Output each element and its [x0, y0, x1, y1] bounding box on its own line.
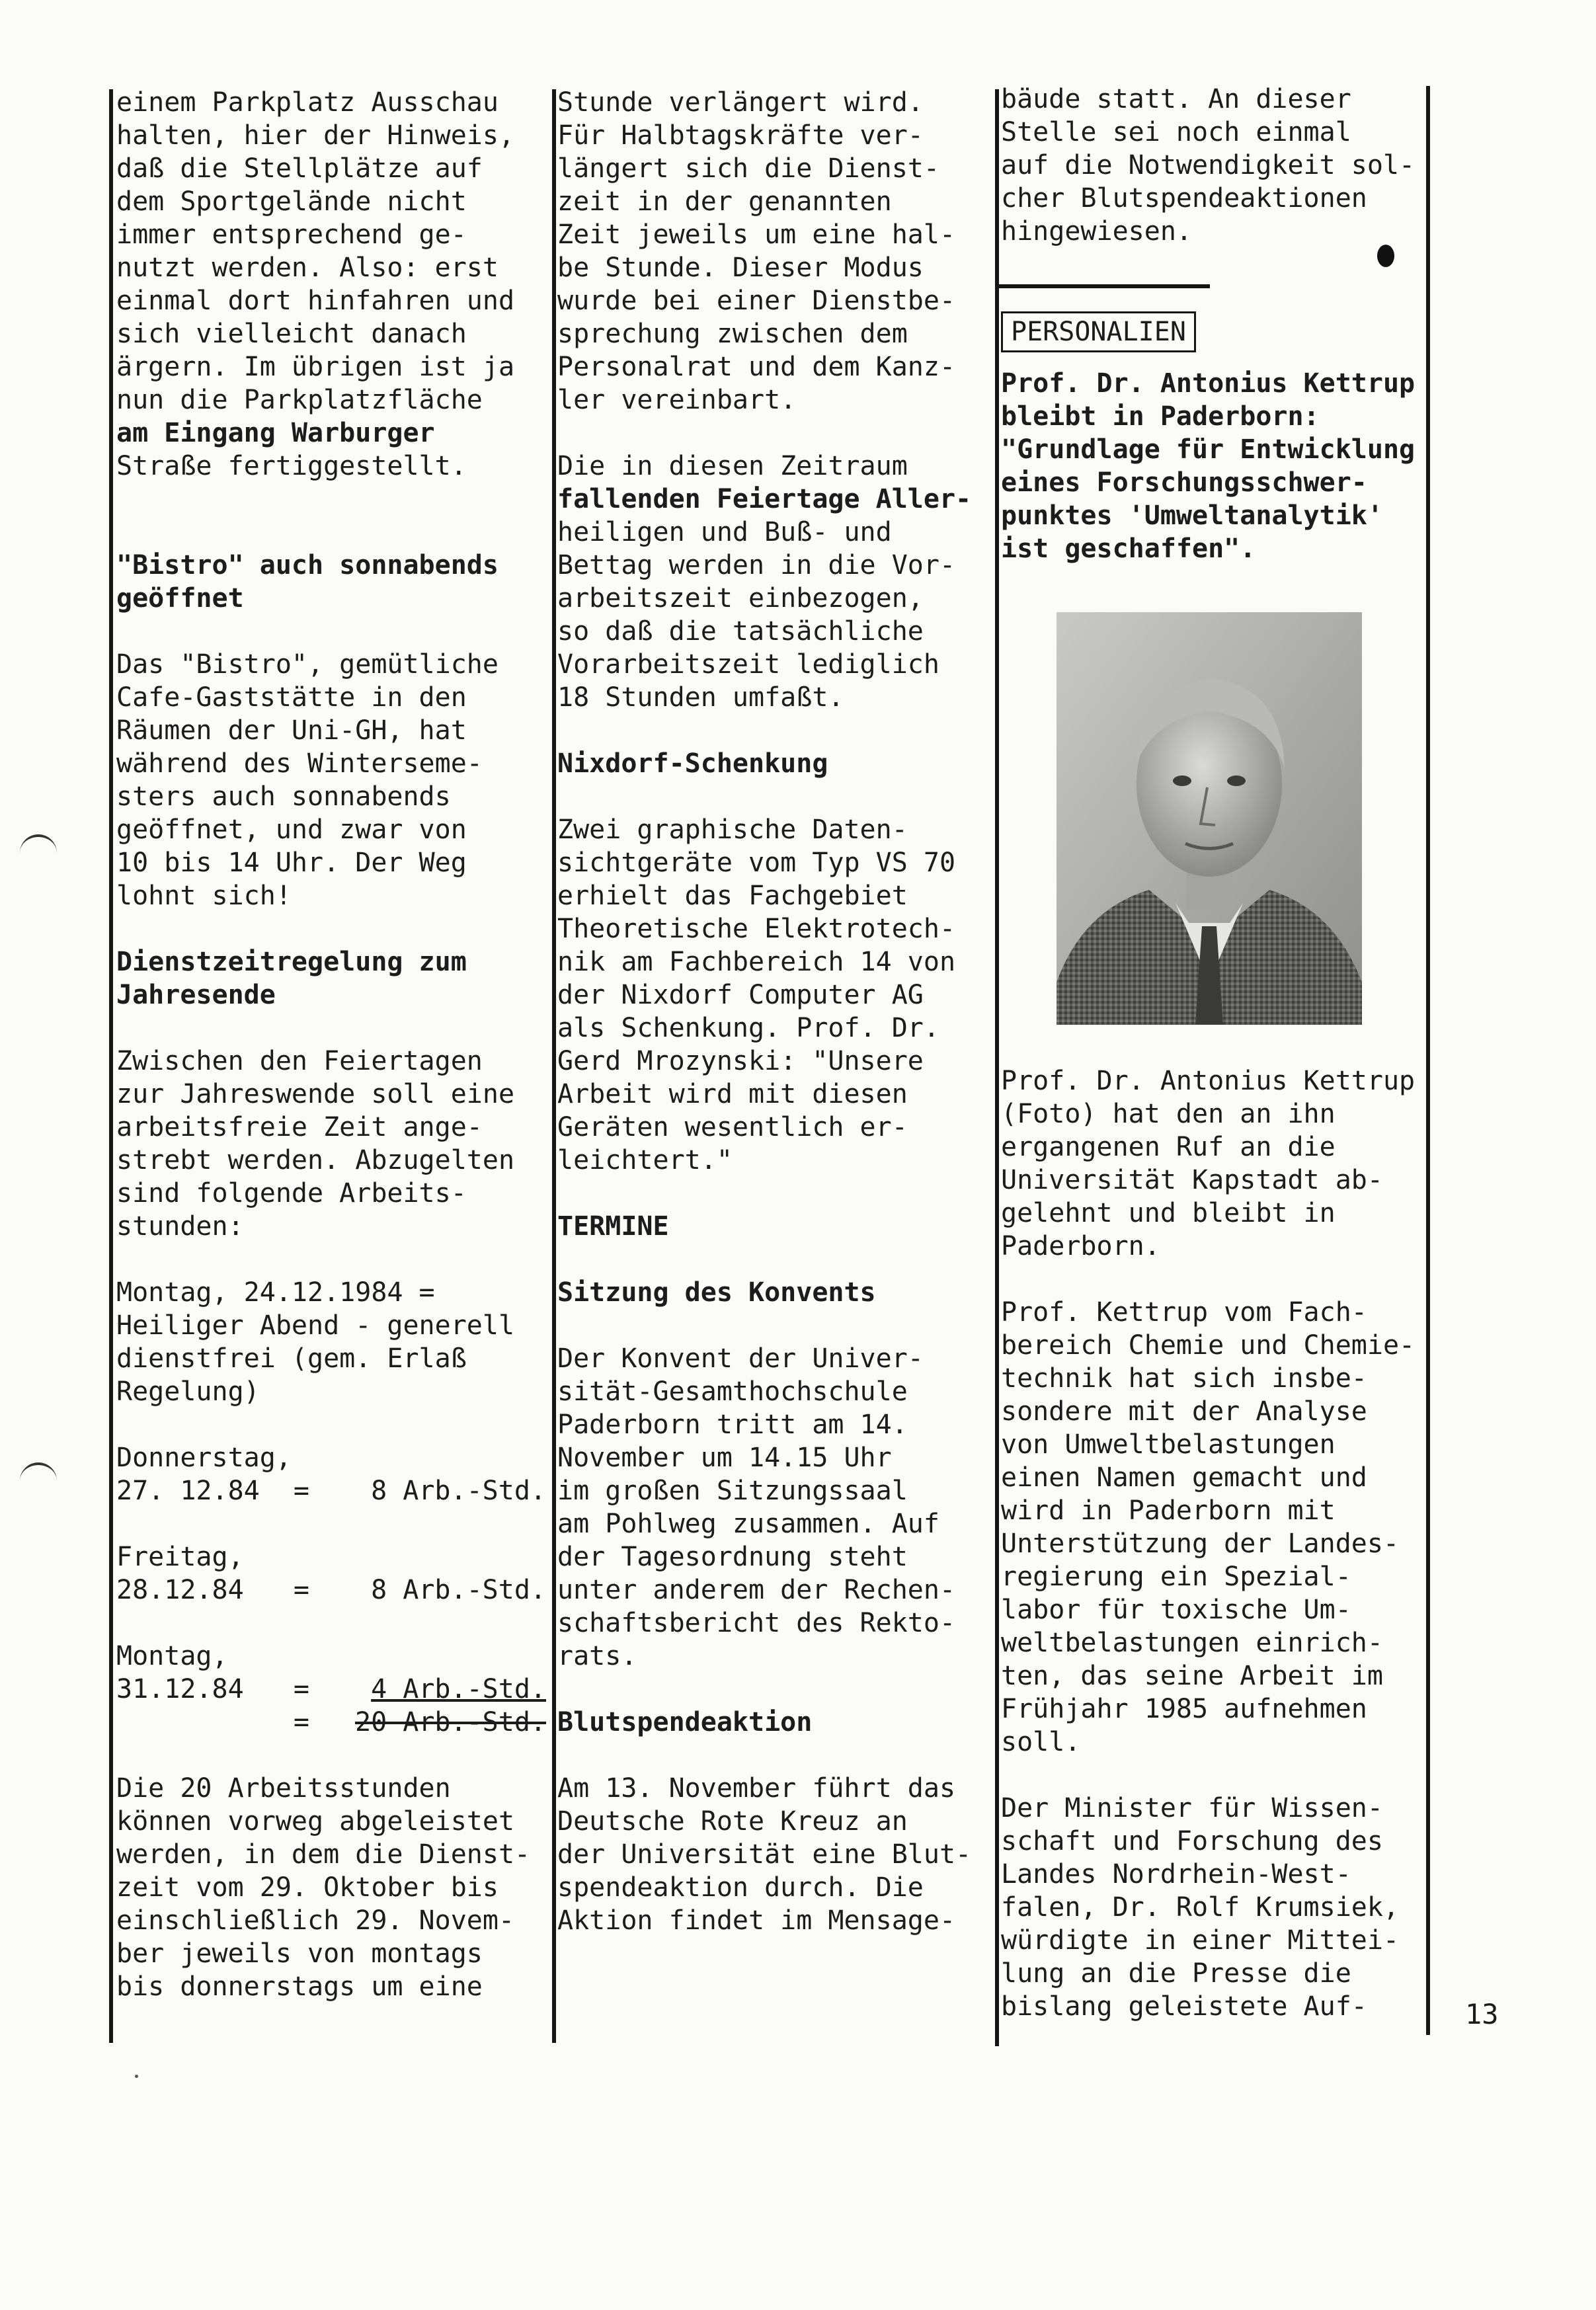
paragraph-blutspende-end: bäude statt. An dieser Stelle sei noch einmal auf die Notwendigkeit sol- cher Blutspendeaktionen hingewiesen.: [1001, 84, 1416, 247]
print-speck: [135, 2075, 138, 2078]
binder-hole-bottom: [20, 1462, 57, 1482]
arbeitsstunden-summe: = 20 Arb.-Std.: [293, 1707, 546, 1737]
paragraph-minister: Der Minister für Wissen- schaft und Forschung des Landes Nordrhein-West- falen, Dr. Rolf Krumsiek, würdigte in einer Mittei- lung an die Presse die bislang geleistete Auf-: [1001, 1793, 1400, 2022]
heading-nixdorf: Nixdorf-Schenkung: [557, 748, 828, 779]
end-bullet: [1377, 245, 1394, 267]
heading-konvent: Sitzung des Konvents: [557, 1277, 876, 1308]
column-rule-right: [1426, 86, 1430, 2035]
heading-bistro: "Bistro" auch sonnabends geöffnet: [116, 550, 499, 614]
column-rule-left: [109, 89, 113, 2043]
column-3: [1001, 83, 1424, 2023]
paragraph-nixdorf: Zwei graphische Daten- sichtgeräte vom Typ VS 70 erhielt das Fachgebiet Theoretische Elektrotech- nik am Fachbereich 14 von der Nixdorf Computer AG als Schenkung. Prof. Dr. Gerd Mrozynski: "Unsere Arbeit wird mit diesen Geräten wesentlich er- leichtert.": [557, 815, 956, 1175]
paragraph-dienstzeit: Zwischen den Feiertagen zur Jahreswende soll eine arbeitsfreie Zeit ange- strebt werden. Abzugelten sind folgende Arbeits- stunden:: [116, 1046, 515, 1242]
arbeitsstunden-freitag: Freitag, 28.12.84 = 8 Arb.-Std.: [116, 1542, 546, 1605]
binder-hole-top: [20, 834, 57, 854]
page-number: 13: [1465, 1998, 1499, 2030]
heading-termine: TERMINE: [557, 1211, 669, 1242]
heading-dienstzeitregelung: Dienstzeitregelung zum Jahresende: [116, 947, 467, 1010]
paragraph-blutspende: Am 13. November führt das Deutsche Rote Kreuz an der Universität eine Blut- spendeaktion durch. Die Aktion findet im Mensage-: [557, 1773, 972, 1936]
column-rule-middle-1: [552, 89, 556, 2043]
arbeitsstunden-donnerstag: Donnerstag, 27. 12.84 = 8 Arb.-Std.: [116, 1443, 546, 1506]
paragraph-kettrup-ruf: Prof. Dr. Antonius Kettrup (Foto) hat den an ihn ergangenen Ruf an die Universität Kapstadt ab- gelehnt und bleibt in Paderborn.: [1001, 1066, 1416, 1261]
paragraph-kettrup-umwelt: Prof. Kettrup vom Fach- bereich Chemie und Chemie- technik hat sich insbe- sondere mit der Analyse von Umweltbelastungen einen Namen gemacht und wird in Paderborn mit Unterstützung der Landes- regierung ein Spezial- labor für toxische Um- weltbelastungen einrich- ten, das seine Arbeit im Frühjahr 1985 aufnehmen soll.: [1001, 1297, 1416, 1757]
paragraph-parkplatz: einem Parkplatz Ausschau halten, hier der Hinweis, daß die Stellplätze auf dem Sportgelände nicht immer entsprechend ge- nutzt werden. Also: erst einmal dort hinfahren und sich vielleicht danach ärgern. Im übrigen ist ja nun die Parkplatzfläche am Eingang Warburger Straße fertiggestellt.: [116, 87, 515, 481]
arbeitsstunden-montag: Montag, 31.12.84 = 4 Arb.-Std. = 20 Arb.-Std.: [116, 1641, 546, 1737]
column-rule-middle-2: [995, 89, 999, 2046]
portrait-photo: [1057, 612, 1362, 1025]
column-2: [557, 86, 994, 1937]
paragraph-halbtagskraefte: Stunde verlängert wird. Für Halbtagskräfte ver- längert sich die Dienst- zeit in der genannten Zeit jeweils um eine hal- be Stunde. Dieser Modus wurde bei einer Dienstbe- sprechung zwischen dem Personalrat und dem Kanz- ler vereinbart.: [557, 87, 956, 415]
section-label-personalien: PERSONALIEN: [1001, 311, 1196, 352]
heading-blutspende: Blutspendeaktion: [557, 1707, 813, 1737]
paragraph-feiertage: Die in diesen Zeitraum fallenden Feiertage Aller- heiligen und Buß- und Bettag werden in die Vor- arbeitszeit einbezogen, so daß die tatsächliche Vorarbeitszeit lediglich 18 Stunden umfaßt.: [557, 451, 972, 713]
column-1: [116, 86, 546, 2003]
paragraph-bistro: Das "Bistro", gemütliche Cafe-Gaststätte in den Räumen der Uni-GH, hat während des Winterseme- sters auch sonnabends geöffnet, und zwar von 10 bis 14 Uhr. Der Weg lohnt sich!: [116, 649, 499, 911]
heading-kettrup: Prof. Dr. Antonius Kettrup bleibt in Paderborn: "Grundlage für Entwicklung eines Forschungsschwer- punktes 'Umweltanalytik' ist geschaffen".: [1001, 368, 1416, 564]
paragraph-montag-heiligabend: Montag, 24.12.1984 = Heiliger Abend - generell dienstfrei (gem. Erlaß Regelung): [116, 1277, 515, 1407]
paragraph-konvent: Der Konvent der Univer- sität-Gesamthochschule Paderborn tritt am 14. November um 14.15 Uhr im großen Sitzungssaal am Pohlweg zusammen. Auf der Tagesordnung steht unter anderem der Rechen- schaftsbericht des Rekto- rats.: [557, 1343, 956, 1671]
paragraph-abgeleistet: Die 20 Arbeitsstunden können vorweg abgeleistet werden, in dem die Dienst- zeit vom 29. Oktober bis einschließlich 29. Novem- ber jeweils von montags bis donnerstags um eine: [116, 1773, 531, 2002]
